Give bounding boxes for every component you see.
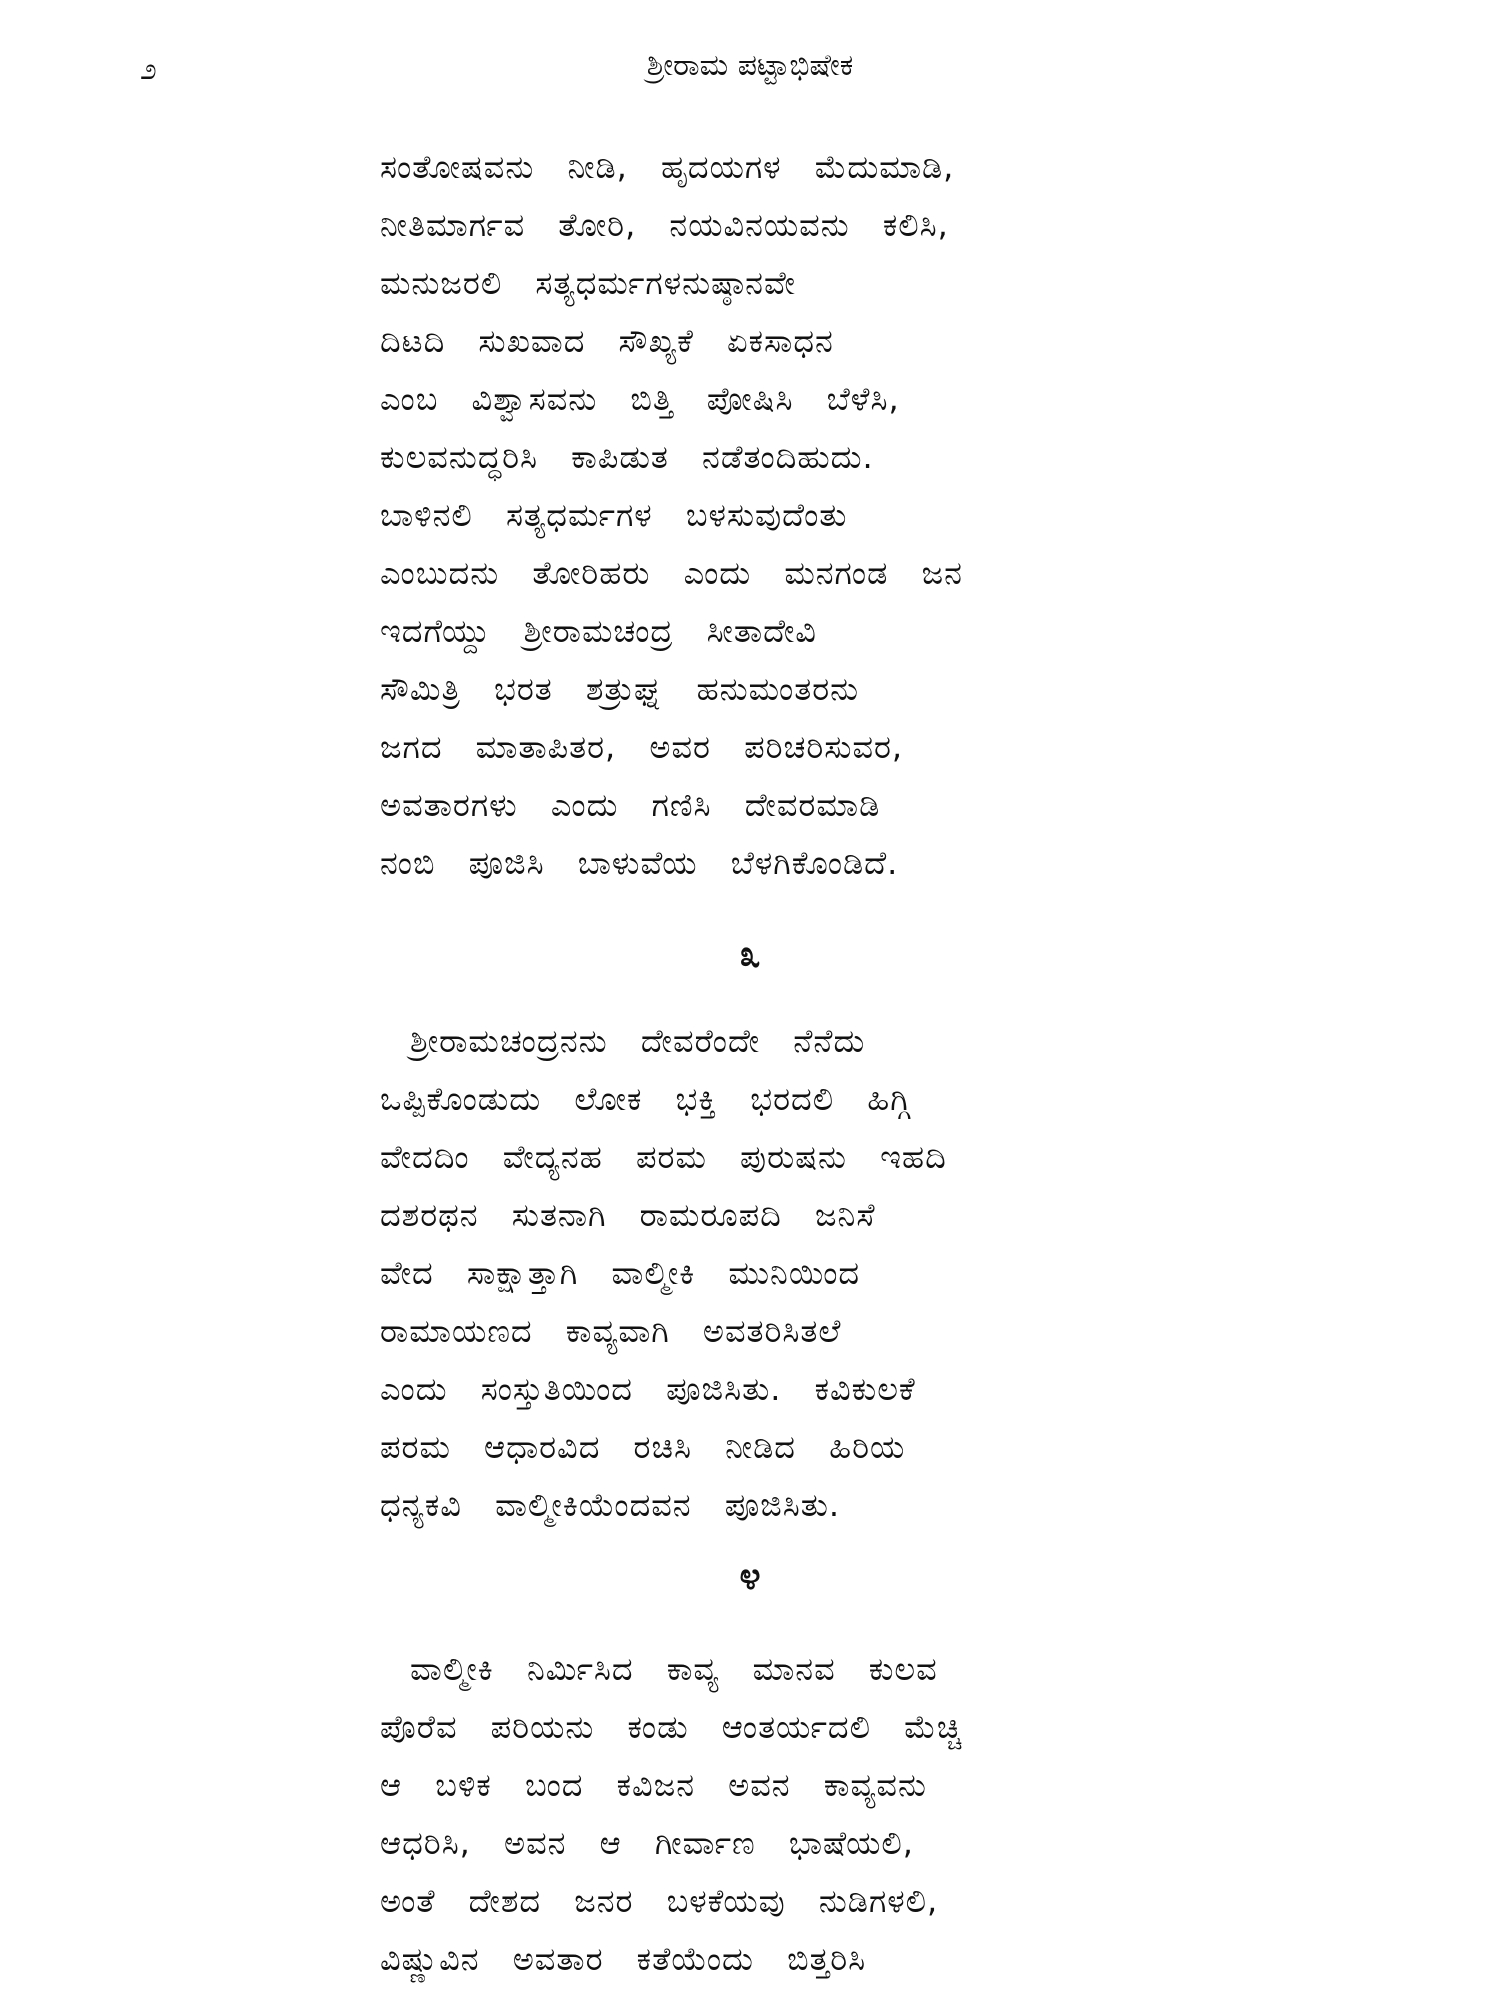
verse-line: ಆ ಬಳಿಕ ಬಂದ ಕವಿಜನ ಅವನ ಕಾವ್ಯವನು xyxy=(380,1766,927,1804)
verse-line: ವಿಷ್ಣುವಿನ ಅವತಾರ ಕತೆಯೆಂದು ಬಿತ್ತರಿಸಿ xyxy=(380,1940,867,1978)
verse-line: ಬಾಳಿನಲಿ ಸತ್ಯಧರ್ಮಗಳ ಬಳಸುವುದೆಂತು xyxy=(380,496,848,534)
verse-line: ಮನುಜರಲಿ ಸತ್ಯಧರ್ಮಗಳನುಷ್ಠಾನವೇ xyxy=(380,264,796,302)
verse-line: ದಿಟದಿ ಸುಖವಾದ ಸೌಖ್ಯಕೆ ಏಕಸಾಧನ xyxy=(380,322,834,360)
verse-line: ನೀತಿಮಾರ್ಗವ ತೋರಿ, ನಯವಿನಯವನು ಕಲಿಸಿ, xyxy=(380,206,949,244)
verse-line: ಆಧರಿಸಿ, ಅವನ ಆ ಗೀರ್ವಾಣ ಭಾಷೆಯಲಿ, xyxy=(380,1824,914,1862)
section-number-3: ೩ xyxy=(739,932,761,976)
verse-line: ದಶರಥನ ಸುತನಾಗಿ ರಾಮರೂಪದಿ ಜನಿಸೆ xyxy=(380,1196,876,1234)
verse-line: ಸೌಮಿತ್ರಿ ಭರತ ಶತ್ರುಘ್ನ ಹನುಮಂತರನು xyxy=(380,670,860,708)
verse-line: ಪರಮ ಆಧಾರವಿದ ರಚಿಸಿ ನೀಡಿದ ಹಿರಿಯ xyxy=(380,1428,906,1466)
verse-line: ಅಂತೆ ದೇಶದ ಜನರ ಬಳಕೆಯವು ನುಡಿಗಳಲಿ, xyxy=(380,1882,939,1920)
verse-line: ಎಂದು ಸಂಸ್ತುತಿಯಿಂದ ಪೂಜಿಸಿತು. ಕವಿಕುಲಕೆ xyxy=(380,1370,916,1408)
verse-line: ವಾಲ್ಮೀಕಿ ನಿರ್ಮಿಸಿದ ಕಾವ್ಯ ಮಾನವ ಕುಲವ xyxy=(410,1650,938,1688)
verse-line: ವೇದ ಸಾಕ್ಷಾತ್ತಾಗಿ ವಾಲ್ಮೀಕಿ ಮುನಿಯಿಂದ xyxy=(380,1254,861,1292)
verse-line: ಅವತಾರಗಳು ಎಂದು ಗಣಿಸಿ ದೇವರಮಾಡಿ xyxy=(380,786,881,824)
stanza-4 xyxy=(380,1640,1140,1988)
verse-line: ಜಗದ ಮಾತಾಪಿತರ, ಅವರ ಪರಿಚರಿಸುವರ, xyxy=(380,728,904,766)
stanza-3 xyxy=(380,1012,1140,1534)
page-number: ೨ xyxy=(140,52,157,87)
verse-line: ಎಂಬ ವಿಶ್ವಾಸವನು ಬಿತ್ತಿ ಪೋಷಿಸಿ ಬೆಳೆಸಿ, xyxy=(380,380,900,418)
verse-line: ಶ್ರೀರಾಮಚಂದ್ರನನು ದೇವರೆಂದೇ ನೆನೆದು xyxy=(410,1022,866,1060)
running-head: ಶ್ರೀರಾಮ ಪಟ್ಟಾಭಿಷೇಕ xyxy=(646,48,854,83)
verse-line: ಇದಗೆಯ್ದು ಶ್ರೀರಾಮಚಂದ್ರ ಸೀತಾದೇವಿ xyxy=(380,612,817,650)
verse-line: ರಾಮಾಯಣದ ಕಾವ್ಯವಾಗಿ ಅವತರಿಸಿತಲೆ xyxy=(380,1312,842,1350)
verse-line: ಧನ್ಯಕವಿ ವಾಲ್ಮೀಕಿಯೆಂದವನ ಪೂಜಿಸಿತು. xyxy=(380,1486,841,1524)
verse-line: ಸಂತೋಷವನು ನೀಡಿ, ಹೃದಯಗಳ ಮೆದುಮಾಡಿ, xyxy=(380,148,955,186)
section-number-4: ೪ xyxy=(739,1554,761,1598)
verse-line: ವೇದದಿಂ ವೇದ್ಯನಹ ಪರಮ ಪುರುಷನು ಇಹದಿ xyxy=(380,1138,947,1176)
stanza-2 xyxy=(380,138,1140,892)
verse-line: ನಂಬಿ ಪೂಜಿಸಿ ಬಾಳುವೆಯ ಬೆಳಗಿಕೊಂಡಿದೆ. xyxy=(380,844,899,882)
verse-line: ಕುಲವನುದ್ಧರಿಸಿ ಕಾಪಿಡುತ ನಡೆತಂದಿಹುದು. xyxy=(380,438,874,476)
verse-line: ಪೊರೆವ ಪರಿಯನು ಕಂಡು ಆಂತರ್ಯದಲಿ ಮೆಚ್ಚಿ xyxy=(380,1708,963,1746)
verse-line: ಎಂಬುದನು ತೋರಿಹರು ಎಂದು ಮನಗಂಡ ಜನ xyxy=(380,554,963,592)
verse-line: ಒಪ್ಪಿಕೊಂಡುದು ಲೋಕ ಭಕ್ತಿ ಭರದಲಿ ಹಿಗ್ಗಿ xyxy=(380,1080,911,1118)
